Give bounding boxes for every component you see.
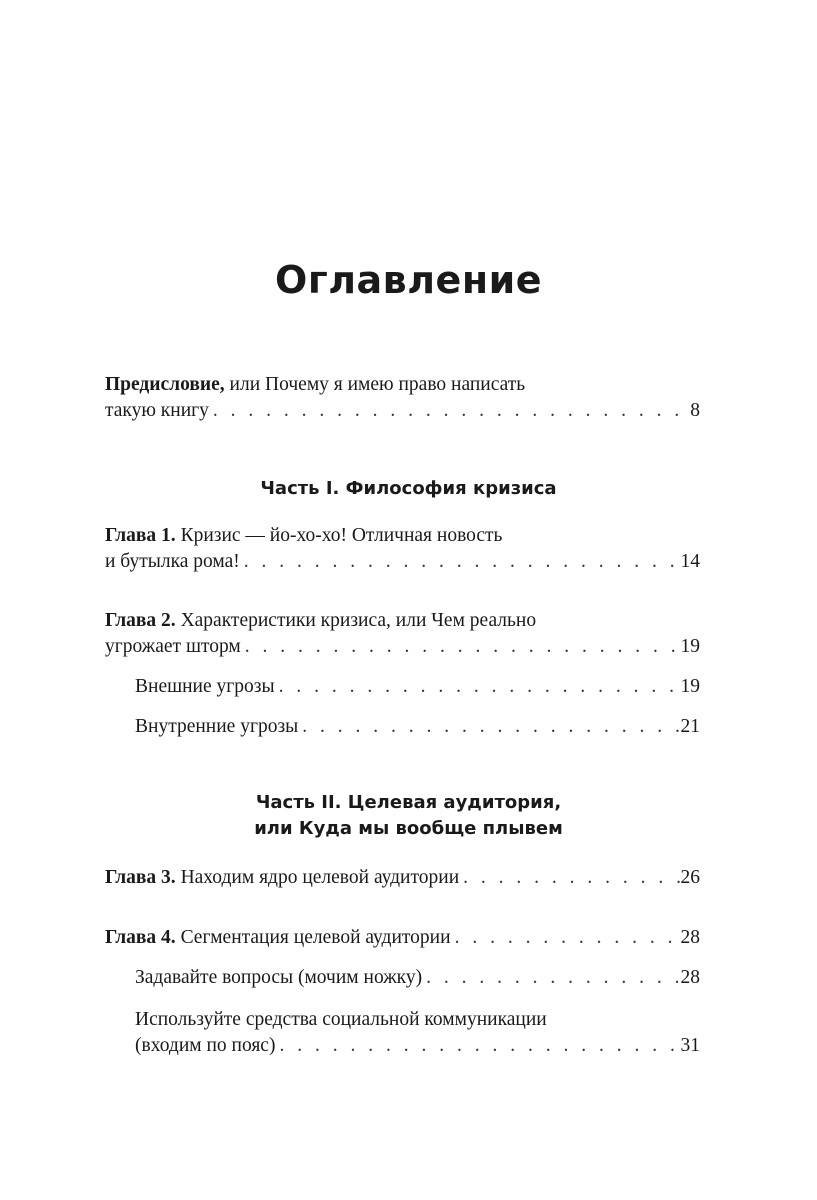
dot-leader [451, 925, 681, 951]
toc-entry-line [105, 549, 700, 575]
page-title: Оглавление [275, 258, 542, 302]
toc-entry-title: Сегментация целевой аудитории [175, 927, 451, 948]
toc-entry-title: или Почему я имею право написать [224, 374, 526, 395]
page-number: 28 [680, 927, 700, 948]
toc-entry-preface[interactable] [105, 372, 700, 424]
toc-entry-chapter-2[interactable] [105, 608, 700, 660]
dot-leader [275, 1033, 680, 1059]
toc-entry-line [105, 925, 700, 951]
toc-entry-line [105, 523, 700, 549]
toc-entry-line [105, 372, 700, 398]
page-number: 19 [680, 636, 700, 657]
toc-subentry-ask-questions[interactable] [135, 965, 700, 991]
toc-entry-title-cont: такую книгу [105, 400, 209, 421]
part-heading-line: Часть II. Целевая аудитория, [255, 792, 562, 813]
page-number: 31 [680, 1035, 700, 1056]
dot-leader [209, 398, 690, 424]
toc-entry-label: Предисловие, [105, 374, 225, 395]
toc-subentry-external-threats[interactable] [135, 674, 700, 700]
page-number: 21 [680, 716, 700, 737]
part-heading-1: Часть I. Философия кризиса [260, 478, 557, 499]
page-number: 28 [680, 967, 700, 988]
dot-leader [240, 549, 681, 575]
toc-entry-title: Внешние угрозы [135, 676, 275, 697]
toc-subentry-internal-threats[interactable] [135, 714, 700, 740]
dot-leader [241, 634, 681, 660]
toc-entry-label: Глава 2. [105, 610, 176, 631]
part-heading-line: или Куда мы вообще плывем [254, 818, 563, 839]
page-number: 26 [680, 867, 700, 888]
toc-entry-title-cont: (входим по пояс) [135, 1035, 276, 1056]
toc-entry-title-cont: и бутылка рома! [105, 551, 240, 572]
toc-entry-title-cont: угрожает шторм [105, 636, 241, 657]
page-number: 19 [680, 676, 700, 697]
toc-entry-line [105, 634, 700, 660]
toc-entry-title: Кризис — йо-хо-хо! Отличная новость [175, 525, 503, 546]
dot-leader [275, 674, 681, 700]
toc-entry-chapter-4[interactable] [105, 925, 700, 951]
toc-entry-line [105, 398, 700, 424]
toc-entry-line [135, 1033, 700, 1059]
toc-entry-label: Глава 1. [105, 525, 176, 546]
toc-entry-line [135, 714, 700, 740]
toc-entry-title: Используйте средства социальной коммуникации [135, 1009, 547, 1030]
dot-leader [422, 965, 680, 991]
toc-subentry-social-communication[interactable] [135, 1007, 700, 1059]
toc-entry-line [105, 608, 700, 634]
toc-entry-title: Находим ядро целевой аудитории [175, 867, 460, 888]
toc-entry-title: Характеристики кризиса, или Чем реально [175, 610, 537, 631]
toc-entry-chapter-3[interactable] [105, 865, 700, 891]
dot-leader [459, 865, 680, 891]
toc-entry-chapter-1[interactable] [105, 523, 700, 575]
toc-entry-label: Глава 3. [105, 867, 176, 888]
part-heading-2 [0, 790, 817, 842]
toc-entry-title: Внутренние угрозы [135, 716, 299, 737]
toc-entry-line [105, 865, 700, 891]
dot-leader [298, 714, 680, 740]
page-number: 8 [690, 400, 700, 421]
toc-entry-label: Глава 4. [105, 927, 176, 948]
toc-entry-title: Задавайте вопросы (мочим ножку) [135, 967, 423, 988]
page-number: 14 [680, 551, 700, 572]
toc-entry-line [135, 674, 700, 700]
toc-entry-line [135, 965, 700, 991]
